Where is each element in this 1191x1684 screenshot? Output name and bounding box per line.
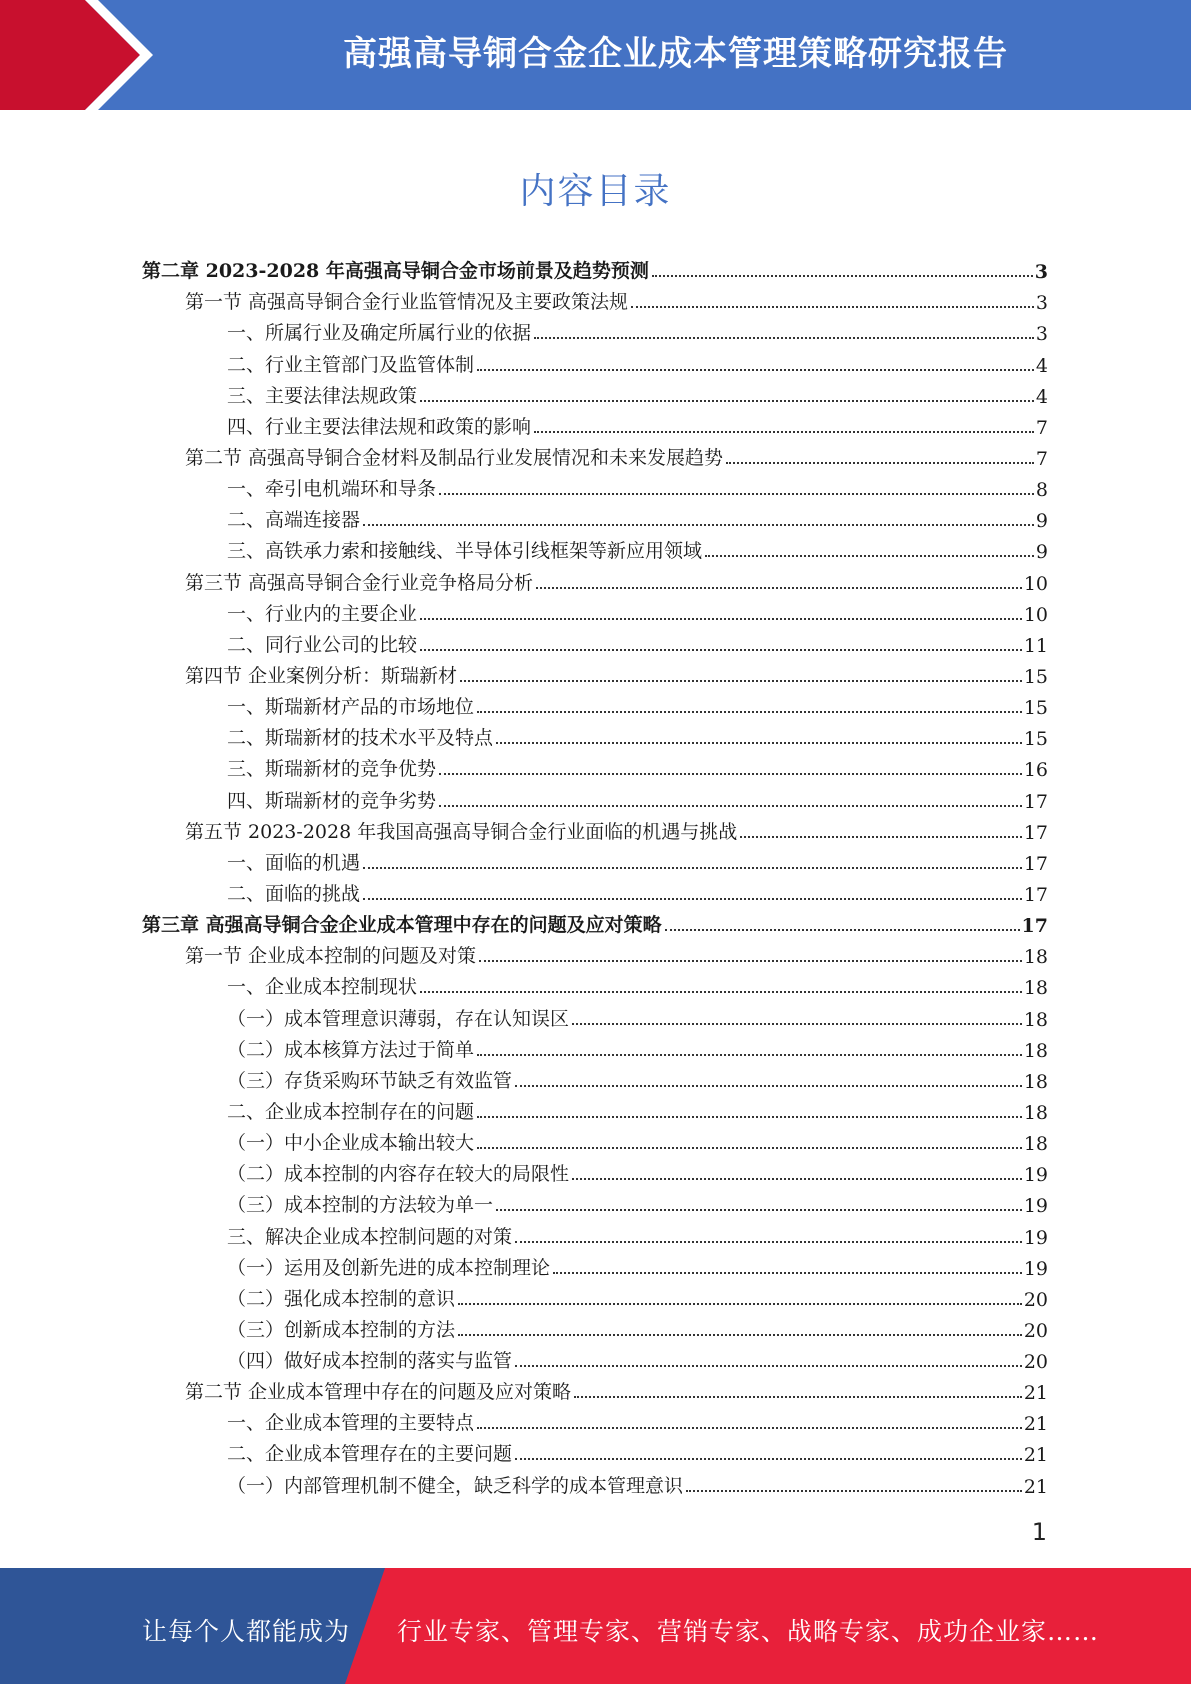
toc-entry[interactable] bbox=[142, 439, 1048, 470]
toc-entry-page: 20 bbox=[1023, 1319, 1048, 1342]
toc-dot-leader bbox=[515, 1241, 1022, 1243]
toc-entry-page: 7 bbox=[1035, 416, 1048, 439]
toc-entry-page: 17 bbox=[1023, 883, 1048, 906]
toc-dot-leader bbox=[477, 1054, 1022, 1056]
toc-entry-title: （三）创新成本控制的方法 bbox=[227, 1318, 456, 1341]
toc-entry-page: 4 bbox=[1035, 354, 1048, 377]
toc-entry[interactable] bbox=[142, 532, 1048, 563]
toc-entry-title: 三、主要法律法规政策 bbox=[227, 384, 418, 407]
toc-entry-title: 二、行业主管部门及监管体制 bbox=[227, 353, 475, 376]
toc-entry-title: 二、企业成本管理存在的主要问题 bbox=[227, 1443, 513, 1466]
toc-entry[interactable] bbox=[142, 1373, 1048, 1404]
toc-dot-leader bbox=[572, 1023, 1022, 1025]
toc-dot-leader bbox=[439, 493, 1034, 495]
toc-entry-page: 15 bbox=[1023, 697, 1048, 720]
toc-entry-title: （一）中小企业成本输出较大 bbox=[227, 1132, 475, 1155]
toc-entry-title: 二、斯瑞新材的技术水平及特点 bbox=[227, 727, 494, 750]
toc-entry-title: 三、解决企业成本控制问题的对策 bbox=[227, 1225, 513, 1248]
report-title: 高强高导铜合金企业成本管理策略研究报告 bbox=[343, 34, 1008, 74]
header-banner bbox=[0, 0, 1191, 110]
toc-entry-page: 18 bbox=[1023, 1008, 1048, 1031]
toc-dot-leader bbox=[515, 1458, 1022, 1460]
toc-dot-leader bbox=[536, 587, 1022, 589]
toc-entry[interactable] bbox=[142, 470, 1048, 501]
toc-entry-title: 一、所属行业及确定所属行业的依据 bbox=[227, 322, 532, 345]
toc-entry[interactable] bbox=[142, 1404, 1048, 1435]
toc-entry[interactable] bbox=[142, 314, 1048, 345]
toc-dot-leader bbox=[420, 618, 1022, 620]
toc-entry-page: 18 bbox=[1023, 1039, 1048, 1062]
toc-dot-leader bbox=[439, 773, 1022, 775]
toc-dot-leader bbox=[477, 1147, 1022, 1149]
toc-entry-title: （一）成本管理意识薄弱，存在认知误区 bbox=[227, 1007, 570, 1030]
toc-entry-page: 19 bbox=[1023, 1195, 1048, 1218]
toc-entry[interactable] bbox=[142, 906, 1048, 937]
toc-entry[interactable] bbox=[142, 626, 1048, 657]
toc-dot-leader bbox=[574, 1396, 1022, 1398]
toc-entry-title: 二、面临的挑战 bbox=[227, 882, 361, 905]
toc-entry-title: 一、斯瑞新材产品的市场地位 bbox=[227, 696, 475, 719]
toc-entry-page: 18 bbox=[1023, 1133, 1048, 1156]
footer-slogan-right: 行业专家、管理专家、营销专家、战略专家、成功企业家…… bbox=[397, 1617, 1100, 1646]
toc-entry-title: 一、行业内的主要企业 bbox=[227, 602, 418, 625]
toc-entry[interactable] bbox=[142, 1466, 1048, 1497]
toc-entry-page: 19 bbox=[1023, 1164, 1048, 1187]
footer-slogan-left: 让每个人都能成为 bbox=[142, 1617, 351, 1646]
toc-dot-leader bbox=[458, 1303, 1022, 1305]
toc-dot-leader bbox=[740, 836, 1022, 838]
toc-entry-page: 7 bbox=[1035, 447, 1048, 470]
toc-entry-title: 第四节 企业案例分析：斯瑞新材 bbox=[185, 664, 458, 687]
toc-dot-leader bbox=[460, 680, 1022, 682]
toc-dot-leader bbox=[631, 306, 1034, 308]
toc-dot-leader bbox=[726, 462, 1034, 464]
toc-dot-leader bbox=[665, 929, 1020, 931]
toc-entry[interactable] bbox=[142, 1217, 1048, 1248]
toc-dot-leader bbox=[705, 555, 1034, 557]
toc-dot-leader bbox=[479, 960, 1022, 962]
toc-dot-leader bbox=[477, 711, 1022, 713]
toc-entry[interactable] bbox=[142, 408, 1048, 439]
toc-entry[interactable] bbox=[142, 563, 1048, 594]
toc-entry-page: 16 bbox=[1023, 759, 1048, 782]
toc-dot-leader bbox=[515, 1365, 1022, 1367]
toc-entry-title: 二、同行业公司的比较 bbox=[227, 633, 418, 656]
toc-entry-page: 8 bbox=[1035, 479, 1048, 502]
toc-entry-title: （二）强化成本控制的意识 bbox=[227, 1287, 456, 1310]
toc-dot-leader bbox=[652, 275, 1033, 277]
toc-entry-page: 3 bbox=[1035, 323, 1048, 346]
toc-entry[interactable] bbox=[142, 1280, 1048, 1311]
toc-entry-title: 三、高铁承力索和接触线、半导体引线框架等新应用领域 bbox=[227, 540, 703, 563]
toc-entry-page: 3 bbox=[1035, 292, 1048, 315]
toc-dot-leader bbox=[420, 649, 1022, 651]
toc-entry-title: （三）存货采购环节缺乏有效监管 bbox=[227, 1069, 513, 1092]
toc-entry[interactable] bbox=[142, 813, 1048, 844]
toc-dot-leader bbox=[363, 898, 1022, 900]
toc-entry-page: 21 bbox=[1023, 1475, 1048, 1498]
toc-entry-title: （一）运用及创新先进的成本控制理论 bbox=[227, 1256, 551, 1279]
toc-entry-page: 4 bbox=[1035, 385, 1048, 408]
toc-entry-page: 17 bbox=[1023, 790, 1048, 813]
table-of-contents bbox=[142, 252, 1048, 1498]
toc-dot-leader bbox=[477, 1116, 1022, 1118]
toc-entry[interactable] bbox=[142, 688, 1048, 719]
toc-entry-title: （四）做好成本控制的落实与监管 bbox=[227, 1350, 513, 1373]
toc-entry[interactable] bbox=[142, 1342, 1048, 1373]
toc-entry-title: 第二节 企业成本管理中存在的问题及应对策略 bbox=[185, 1381, 572, 1404]
toc-dot-leader bbox=[420, 991, 1022, 993]
toc-entry-title: 第二章 2023-2028 年高强高导铜合金市场前景及趋势预测 bbox=[142, 260, 649, 283]
toc-dot-leader bbox=[458, 1334, 1022, 1336]
toc-entry[interactable] bbox=[142, 1062, 1048, 1093]
toc-entry-title: 一、牵引电机端环和导条 bbox=[227, 478, 437, 501]
toc-entry-title: 四、行业主要法律法规和政策的影响 bbox=[227, 415, 532, 438]
toc-entry[interactable] bbox=[142, 750, 1048, 781]
toc-entry[interactable] bbox=[142, 968, 1048, 999]
toc-entry-page: 20 bbox=[1023, 1351, 1048, 1374]
toc-entry[interactable] bbox=[142, 999, 1048, 1030]
toc-dot-leader bbox=[363, 867, 1022, 869]
toc-entry-page: 11 bbox=[1023, 634, 1048, 657]
toc-entry-page: 10 bbox=[1023, 572, 1048, 595]
toc-entry-title: 四、斯瑞新材的竞争劣势 bbox=[227, 789, 437, 812]
toc-entry-page: 18 bbox=[1023, 977, 1048, 1000]
toc-entry-page: 21 bbox=[1023, 1413, 1048, 1436]
toc-entry-page: 18 bbox=[1023, 1070, 1048, 1093]
toc-entry-page: 10 bbox=[1023, 603, 1048, 626]
toc-dot-leader bbox=[439, 805, 1022, 807]
toc-dot-leader bbox=[572, 1178, 1022, 1180]
toc-heading: 内容目录 bbox=[519, 171, 672, 212]
toc-dot-leader bbox=[686, 1490, 1022, 1492]
toc-dot-leader bbox=[477, 369, 1034, 371]
page-number: 1 bbox=[1031, 1518, 1047, 1546]
toc-entry[interactable] bbox=[142, 252, 1048, 283]
toc-entry-title: （二）成本控制的内容存在较大的局限性 bbox=[227, 1163, 570, 1186]
toc-dot-leader bbox=[534, 337, 1034, 339]
toc-entry-title: （二）成本核算方法过于简单 bbox=[227, 1038, 475, 1061]
toc-entry[interactable] bbox=[142, 1155, 1048, 1186]
toc-entry-page: 17 bbox=[1023, 821, 1048, 844]
toc-entry-page: 9 bbox=[1035, 510, 1048, 533]
toc-entry[interactable] bbox=[142, 377, 1048, 408]
toc-entry-title: （一）内部管理机制不健全，缺乏科学的成本管理意识 bbox=[227, 1474, 684, 1497]
toc-entry[interactable] bbox=[142, 657, 1048, 688]
toc-dot-leader bbox=[515, 1085, 1022, 1087]
toc-entry-page: 15 bbox=[1023, 665, 1048, 688]
toc-entry-title: 第五节 2023-2028 年我国高强高导铜合金行业面临的机遇与挑战 bbox=[185, 820, 738, 843]
toc-entry[interactable] bbox=[142, 719, 1048, 750]
toc-entry-page: 20 bbox=[1023, 1288, 1048, 1311]
toc-entry[interactable] bbox=[142, 1093, 1048, 1124]
toc-entry-page: 21 bbox=[1023, 1382, 1048, 1405]
toc-entry-page: 18 bbox=[1023, 1101, 1048, 1124]
toc-entry-title: 二、企业成本控制存在的问题 bbox=[227, 1100, 475, 1123]
toc-entry[interactable] bbox=[142, 1311, 1048, 1342]
toc-entry[interactable] bbox=[142, 1186, 1048, 1217]
toc-entry[interactable] bbox=[142, 345, 1048, 376]
toc-entry-page: 17 bbox=[1023, 852, 1048, 875]
toc-entry-title: 第三节 高强高导铜合金行业竞争格局分析 bbox=[185, 571, 534, 594]
toc-dot-leader bbox=[477, 1427, 1022, 1429]
toc-entry-page: 21 bbox=[1023, 1444, 1048, 1467]
toc-entry-page: 3 bbox=[1034, 261, 1048, 284]
toc-entry-page: 17 bbox=[1021, 915, 1048, 938]
toc-entry[interactable] bbox=[142, 875, 1048, 906]
toc-entry[interactable] bbox=[142, 937, 1048, 968]
toc-entry[interactable] bbox=[142, 1124, 1048, 1155]
toc-entry-title: 第一节 企业成本控制的问题及对策 bbox=[185, 945, 477, 968]
toc-entry[interactable] bbox=[142, 283, 1048, 314]
toc-entry-title: （三）成本控制的方法较为单一 bbox=[227, 1194, 494, 1217]
toc-entry[interactable] bbox=[142, 595, 1048, 626]
toc-dot-leader bbox=[420, 400, 1034, 402]
toc-entry-page: 9 bbox=[1035, 541, 1048, 564]
toc-entry-title: 第一节 高强高导铜合金行业监管情况及主要政策法规 bbox=[185, 291, 629, 314]
toc-dot-leader bbox=[363, 524, 1034, 526]
toc-entry[interactable] bbox=[142, 1435, 1048, 1466]
toc-entry-title: 第三章 高强高导铜合金企业成本管理中存在的问题及应对策略 bbox=[142, 914, 662, 937]
toc-entry-title: 一、企业成本控制现状 bbox=[227, 976, 418, 999]
toc-entry-page: 19 bbox=[1023, 1226, 1048, 1249]
toc-entry-title: 三、斯瑞新材的竞争优势 bbox=[227, 758, 437, 781]
toc-entry-title: 一、企业成本管理的主要特点 bbox=[227, 1412, 475, 1435]
toc-entry-title: 一、面临的机遇 bbox=[227, 851, 361, 874]
toc-entry-page: 19 bbox=[1023, 1257, 1048, 1280]
toc-entry[interactable] bbox=[142, 1031, 1048, 1062]
toc-entry[interactable] bbox=[142, 844, 1048, 875]
toc-dot-leader bbox=[534, 431, 1034, 433]
toc-entry[interactable] bbox=[142, 781, 1048, 812]
toc-dot-leader bbox=[496, 742, 1022, 744]
toc-entry-page: 18 bbox=[1023, 946, 1048, 969]
toc-entry-page: 15 bbox=[1023, 728, 1048, 751]
toc-dot-leader bbox=[496, 1209, 1022, 1211]
toc-entry[interactable] bbox=[142, 1249, 1048, 1280]
toc-dot-leader bbox=[553, 1272, 1022, 1274]
toc-entry-title: 第二节 高强高导铜合金材料及制品行业发展情况和未来发展趋势 bbox=[185, 446, 724, 469]
toc-entry[interactable] bbox=[142, 501, 1048, 532]
toc-entry-title: 二、高端连接器 bbox=[227, 509, 361, 532]
